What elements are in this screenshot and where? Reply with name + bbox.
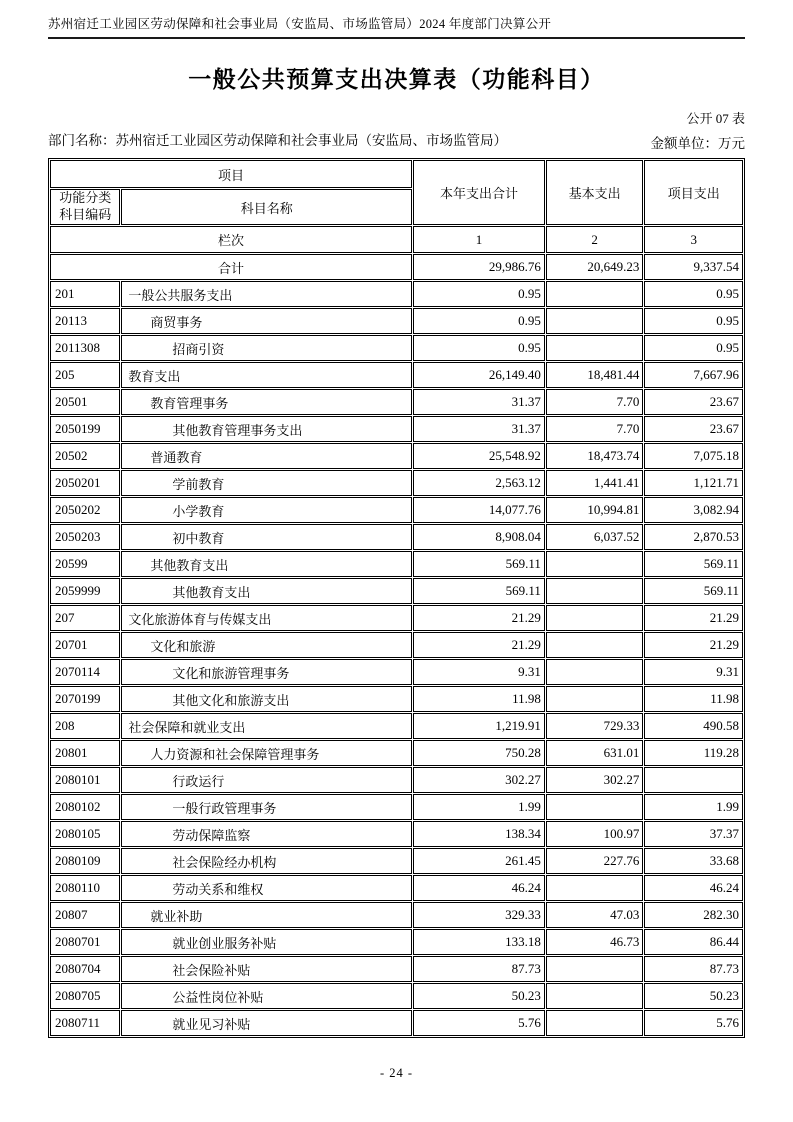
row-subject-name: 就业补助 xyxy=(121,902,412,928)
document-header: 苏州宿迁工业园区劳动保障和社会事业局（安监局、市场监管局）2024 年度部门决算公开 xyxy=(48,14,745,39)
table-row xyxy=(50,497,743,523)
col-number-1: 1 xyxy=(413,226,545,253)
row-total-expenditure: 1.99 xyxy=(413,794,545,820)
table-row xyxy=(50,794,743,820)
table-row xyxy=(50,686,743,712)
row-basic-expenditure xyxy=(546,551,644,577)
row-project-expenditure: 7,075.18 xyxy=(644,443,743,469)
row-total-expenditure: 1,219.91 xyxy=(413,713,545,739)
header-row-lanci xyxy=(50,226,743,253)
row-total-expenditure: 46.24 xyxy=(413,875,545,901)
row-subject-name: 人力资源和社会保障管理事务 xyxy=(121,740,412,766)
row-total-expenditure: 31.37 xyxy=(413,416,545,442)
table-row xyxy=(50,902,743,928)
table-row xyxy=(50,605,743,631)
row-project-expenditure: 46.24 xyxy=(644,875,743,901)
page-title: 一般公共预算支出决算表（功能科目） xyxy=(188,66,605,92)
meta-row xyxy=(48,130,745,152)
row-total-expenditure: 329.33 xyxy=(413,902,545,928)
row-basic-expenditure xyxy=(546,578,644,604)
row-subject-name: 社会保障和就业支出 xyxy=(121,713,412,739)
row-total-expenditure: 261.45 xyxy=(413,848,545,874)
amount-unit: 金额单位：万元 xyxy=(650,136,745,151)
row-basic-expenditure: 46.73 xyxy=(546,929,644,955)
row-basic-expenditure xyxy=(546,632,644,658)
row-project-expenditure: 569.11 xyxy=(644,551,743,577)
table-row xyxy=(50,983,743,1009)
row-code: 2070114 xyxy=(50,659,120,685)
row-total-expenditure: 5.76 xyxy=(413,1010,545,1036)
table-row xyxy=(50,848,743,874)
row-code: 2080105 xyxy=(50,821,120,847)
row-project-expenditure: 282.30 xyxy=(644,902,743,928)
row-code: 2080711 xyxy=(50,1010,120,1036)
row-basic-expenditure: 7.70 xyxy=(546,416,644,442)
table-row xyxy=(50,740,743,766)
row-total-expenditure: 8,908.04 xyxy=(413,524,545,550)
row-total-expenditure: 0.95 xyxy=(413,308,545,334)
row-basic-expenditure: 6,037.52 xyxy=(546,524,644,550)
row-basic-expenditure: 227.76 xyxy=(546,848,644,874)
table-row xyxy=(50,443,743,469)
row-total-expenditure: 138.34 xyxy=(413,821,545,847)
row-subject-name: 社会保险补贴 xyxy=(121,956,412,982)
row-subject-name: 一般行政管理事务 xyxy=(121,794,412,820)
department-name: 部门名称：苏州宿迁工业园区劳动保障和社会事业局（安监局、市场监管局） xyxy=(48,133,507,148)
row-project-expenditure: 119.28 xyxy=(644,740,743,766)
table-row xyxy=(50,713,743,739)
row-code: 2011308 xyxy=(50,335,120,361)
row-project-expenditure: 23.67 xyxy=(644,389,743,415)
row-total-expenditure: 0.95 xyxy=(413,281,545,307)
row-project-expenditure: 11.98 xyxy=(644,686,743,712)
row-code: 2080102 xyxy=(50,794,120,820)
row-code: 2080110 xyxy=(50,875,120,901)
row-basic-expenditure xyxy=(546,956,644,982)
row-project-expenditure: 37.37 xyxy=(644,821,743,847)
row-code: 20501 xyxy=(50,389,120,415)
row-basic-expenditure xyxy=(546,281,644,307)
row-basic-expenditure: 729.33 xyxy=(546,713,644,739)
row-subject-name: 初中教育 xyxy=(121,524,412,550)
row-subject-name: 其他教育支出 xyxy=(121,551,412,577)
row-project-expenditure: 1.99 xyxy=(644,794,743,820)
row-subject-name: 一般公共服务支出 xyxy=(121,281,412,307)
row-project-expenditure: 1,121.71 xyxy=(644,470,743,496)
row-subject-name: 公益性岗位补贴 xyxy=(121,983,412,1009)
row-subject-name: 招商引资 xyxy=(121,335,412,361)
row-basic-expenditure xyxy=(546,794,644,820)
col-header-subject-name: 科目名称 xyxy=(121,189,412,225)
table-row xyxy=(50,389,743,415)
row-total-expenditure: 2,563.12 xyxy=(413,470,545,496)
row-subject-name: 其他教育支出 xyxy=(121,578,412,604)
row-subject-name: 文化和旅游管理事务 xyxy=(121,659,412,685)
row-basic-expenditure: 302.27 xyxy=(546,767,644,793)
row-total-expenditure: 569.11 xyxy=(413,551,545,577)
row-total-expenditure: 750.28 xyxy=(413,740,545,766)
col-header-total-expenditure: 本年支出合计 xyxy=(413,160,545,225)
table-row xyxy=(50,821,743,847)
row-total-expenditure: 26,149.40 xyxy=(413,362,545,388)
row-subject-name: 文化旅游体育与传媒支出 xyxy=(121,605,412,631)
table-row xyxy=(50,281,743,307)
row-total-expenditure: 569.11 xyxy=(413,578,545,604)
row-basic-expenditure xyxy=(546,605,644,631)
row-subject-name: 文化和旅游 xyxy=(121,632,412,658)
row-code: 208 xyxy=(50,713,120,739)
total-row xyxy=(50,254,743,280)
row-project-expenditure: 21.29 xyxy=(644,605,743,631)
row-subject-name: 就业见习补贴 xyxy=(121,1010,412,1036)
table-number: 公开 07 表 xyxy=(686,111,745,126)
row-total-expenditure: 11.98 xyxy=(413,686,545,712)
row-code: 2080109 xyxy=(50,848,120,874)
row-subject-name: 学前教育 xyxy=(121,470,412,496)
row-basic-expenditure xyxy=(546,875,644,901)
row-code: 20807 xyxy=(50,902,120,928)
row-code: 201 xyxy=(50,281,120,307)
row-project-expenditure: 0.95 xyxy=(644,308,743,334)
table-row xyxy=(50,929,743,955)
row-subject-name: 其他文化和旅游支出 xyxy=(121,686,412,712)
row-subject-name: 教育管理事务 xyxy=(121,389,412,415)
row-total-expenditure: 133.18 xyxy=(413,929,545,955)
row-code: 2080101 xyxy=(50,767,120,793)
row-total-expenditure: 21.29 xyxy=(413,632,545,658)
row-basic-expenditure xyxy=(546,335,644,361)
row-basic-expenditure: 47.03 xyxy=(546,902,644,928)
row-project-expenditure: 87.73 xyxy=(644,956,743,982)
row-basic-expenditure: 7.70 xyxy=(546,389,644,415)
table-row xyxy=(50,1010,743,1036)
row-project-expenditure: 33.68 xyxy=(644,848,743,874)
row-code: 20599 xyxy=(50,551,120,577)
row-total-expenditure: 302.27 xyxy=(413,767,545,793)
table-row xyxy=(50,524,743,550)
row-code: 2050199 xyxy=(50,416,120,442)
col-header-basic-expenditure: 基本支出 xyxy=(546,160,644,225)
row-total-expenditure: 9.31 xyxy=(413,659,545,685)
row-total-expenditure: 50.23 xyxy=(413,983,545,1009)
header-row-project xyxy=(50,160,743,188)
row-code: 2080704 xyxy=(50,956,120,982)
table-row xyxy=(50,362,743,388)
row-basic-expenditure xyxy=(546,686,644,712)
row-basic-expenditure xyxy=(546,1010,644,1036)
row-subject-name: 小学教育 xyxy=(121,497,412,523)
table-row xyxy=(50,470,743,496)
row-project-expenditure: 23.67 xyxy=(644,416,743,442)
table-row xyxy=(50,875,743,901)
row-subject-name: 商贸事务 xyxy=(121,308,412,334)
row-total-expenditure: 31.37 xyxy=(413,389,545,415)
row-project-expenditure: 0.95 xyxy=(644,335,743,361)
col-header-project-expenditure: 项目支出 xyxy=(644,160,743,225)
row-total-expenditure: 0.95 xyxy=(413,335,545,361)
row-project-expenditure: 2,870.53 xyxy=(644,524,743,550)
row-subject-name: 其他教育管理事务支出 xyxy=(121,416,412,442)
row-project-expenditure: 86.44 xyxy=(644,929,743,955)
row-total-expenditure: 87.73 xyxy=(413,956,545,982)
row-code: 205 xyxy=(50,362,120,388)
row-subject-name: 劳动保障监察 xyxy=(121,821,412,847)
row-subject-name: 劳动关系和维权 xyxy=(121,875,412,901)
table-row xyxy=(50,659,743,685)
row-project-expenditure: 569.11 xyxy=(644,578,743,604)
row-code: 2050203 xyxy=(50,524,120,550)
col-number-2: 2 xyxy=(546,226,644,253)
row-code: 207 xyxy=(50,605,120,631)
table-row xyxy=(50,578,743,604)
row-subject-name: 普通教育 xyxy=(121,443,412,469)
row-project-expenditure xyxy=(644,767,743,793)
row-subject-name: 行政运行 xyxy=(121,767,412,793)
row-project-expenditure: 490.58 xyxy=(644,713,743,739)
total-project: 9,337.54 xyxy=(644,254,743,280)
row-code: 20113 xyxy=(50,308,120,334)
col-header-project: 项目 xyxy=(50,160,412,188)
row-code: 20801 xyxy=(50,740,120,766)
table-body xyxy=(50,254,743,1036)
row-basic-expenditure: 10,994.81 xyxy=(546,497,644,523)
table-row xyxy=(50,335,743,361)
row-subject-name: 教育支出 xyxy=(121,362,412,388)
total-basic: 20,649.23 xyxy=(546,254,644,280)
row-basic-expenditure: 18,481.44 xyxy=(546,362,644,388)
row-project-expenditure: 0.95 xyxy=(644,281,743,307)
total-sum: 29,986.76 xyxy=(413,254,545,280)
row-subject-name: 就业创业服务补贴 xyxy=(121,929,412,955)
row-code: 2070199 xyxy=(50,686,120,712)
page-footer: - 24 - xyxy=(379,1066,414,1081)
budget-table xyxy=(48,158,745,1038)
row-basic-expenditure: 1,441.41 xyxy=(546,470,644,496)
table-row xyxy=(50,632,743,658)
table-row xyxy=(50,308,743,334)
row-basic-expenditure: 18,473.74 xyxy=(546,443,644,469)
row-code: 20701 xyxy=(50,632,120,658)
table-row xyxy=(50,956,743,982)
row-total-expenditure: 25,548.92 xyxy=(413,443,545,469)
row-code: 2050201 xyxy=(50,470,120,496)
row-code: 20502 xyxy=(50,443,120,469)
table-row xyxy=(50,551,743,577)
col-header-code: 功能分类科目编码 xyxy=(50,189,120,225)
row-subject-name: 社会保险经办机构 xyxy=(121,848,412,874)
table-row xyxy=(50,767,743,793)
col-number-3: 3 xyxy=(644,226,743,253)
row-project-expenditure: 50.23 xyxy=(644,983,743,1009)
row-basic-expenditure xyxy=(546,659,644,685)
row-project-expenditure: 21.29 xyxy=(644,632,743,658)
row-basic-expenditure: 100.97 xyxy=(546,821,644,847)
row-basic-expenditure xyxy=(546,308,644,334)
row-total-expenditure: 21.29 xyxy=(413,605,545,631)
row-total-expenditure: 14,077.76 xyxy=(413,497,545,523)
row-project-expenditure: 9.31 xyxy=(644,659,743,685)
row-project-expenditure: 5.76 xyxy=(644,1010,743,1036)
table-row xyxy=(50,416,743,442)
row-code: 2080705 xyxy=(50,983,120,1009)
row-basic-expenditure xyxy=(546,983,644,1009)
row-basic-expenditure: 631.01 xyxy=(546,740,644,766)
row-code: 2059999 xyxy=(50,578,120,604)
row-project-expenditure: 7,667.96 xyxy=(644,362,743,388)
col-header-lanci: 栏次 xyxy=(50,226,412,253)
row-project-expenditure: 3,082.94 xyxy=(644,497,743,523)
row-code: 2080701 xyxy=(50,929,120,955)
total-label: 合计 xyxy=(50,254,412,280)
row-code: 2050202 xyxy=(50,497,120,523)
